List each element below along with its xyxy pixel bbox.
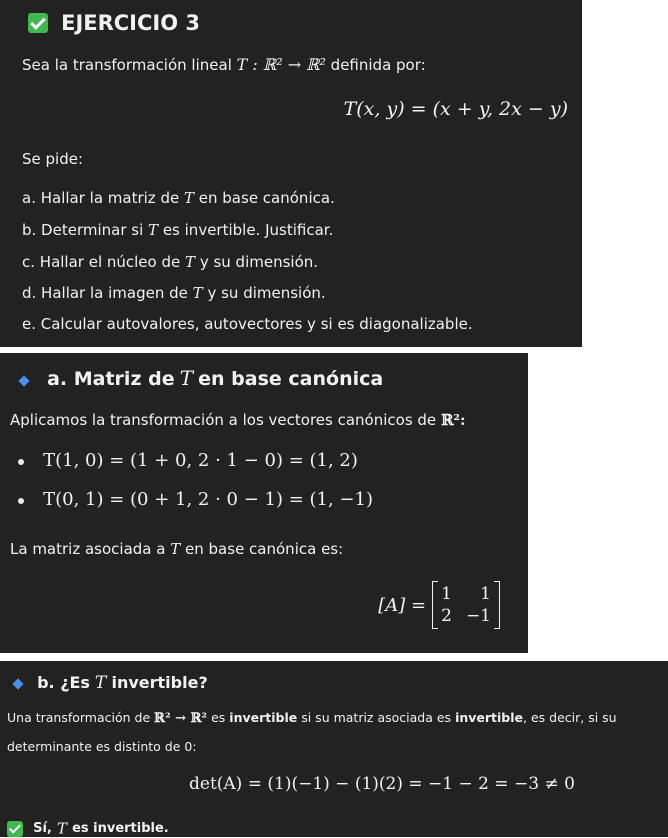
bullet-icon — [18, 459, 24, 465]
matrix-cell: 1 — [441, 584, 452, 604]
section-b-panel — [0, 661, 668, 837]
list-item: d. Hallar la imagen de T y su dimensión. — [22, 284, 326, 302]
exercise-header — [28, 11, 200, 35]
check-icon — [7, 821, 23, 837]
list-item: T(0, 1) = (0 + 1, 2 · 0 − 1) = (1, −1) — [18, 489, 373, 510]
list-item: T(1, 0) = (1 + 0, 2 · 1 − 0) = (1, 2) — [18, 450, 358, 471]
invertible-explanation: Una transformación de ℝ² → ℝ² es invertible si su matriz asociada es invertible, es decir, si su — [7, 710, 617, 726]
diamond-icon — [18, 375, 29, 386]
check-icon — [28, 13, 48, 33]
explanation-line-2: determinante es distinto de 0: — [7, 739, 197, 754]
assoc-text: La matriz asociada a T en base canónica es: — [10, 540, 344, 558]
right-bracket — [494, 581, 500, 629]
transformation-definition: T(x, y) = (x + y, 2x − y) — [343, 98, 568, 120]
apply-text: Aplicamos la transformación a los vectores canónicos de ℝ²: — [10, 411, 466, 429]
list-item: c. Hallar el núcleo de T y su dimensión. — [22, 253, 319, 271]
section-a-panel — [0, 353, 528, 653]
list-item: a. Hallar la matriz de T en base canónica. — [22, 189, 335, 207]
matrix-display — [378, 581, 500, 629]
section-b-heading: b. ¿Es T invertible? — [14, 673, 208, 693]
matrix-cell: 2 — [441, 606, 452, 626]
intro-map: T : ℝ² → ℝ² — [236, 55, 326, 74]
matrix-cell: −1 — [465, 606, 491, 626]
diamond-icon — [12, 678, 23, 689]
exercise-panel — [0, 0, 582, 347]
matrix-label: [A] = — [378, 594, 427, 616]
conclusion: Sí, T es invertible. — [7, 818, 169, 838]
matrix-cell: 1 — [480, 584, 491, 604]
exercise-intro: Sea la transformación lineal T : ℝ² → ℝ² definida por: — [22, 55, 426, 74]
se-pide-label: Se pide: — [22, 150, 84, 168]
matrix-grid — [438, 584, 494, 626]
section-a-heading: a. Matriz de T en base canónica — [20, 366, 383, 390]
matrix — [432, 581, 500, 629]
determinant: det(A) = (1)(−1) − (1)(2) = −1 − 2 = −3 ≠ 0 — [189, 774, 575, 794]
exercise-title: EJERCICIO 3 — [61, 11, 200, 35]
list-item: e. Calcular autovalores, autovectores y si es diagonalizable. — [22, 315, 473, 333]
bullet-icon — [18, 498, 24, 504]
list-item: b. Determinar si T es invertible. Justificar. — [22, 221, 334, 239]
